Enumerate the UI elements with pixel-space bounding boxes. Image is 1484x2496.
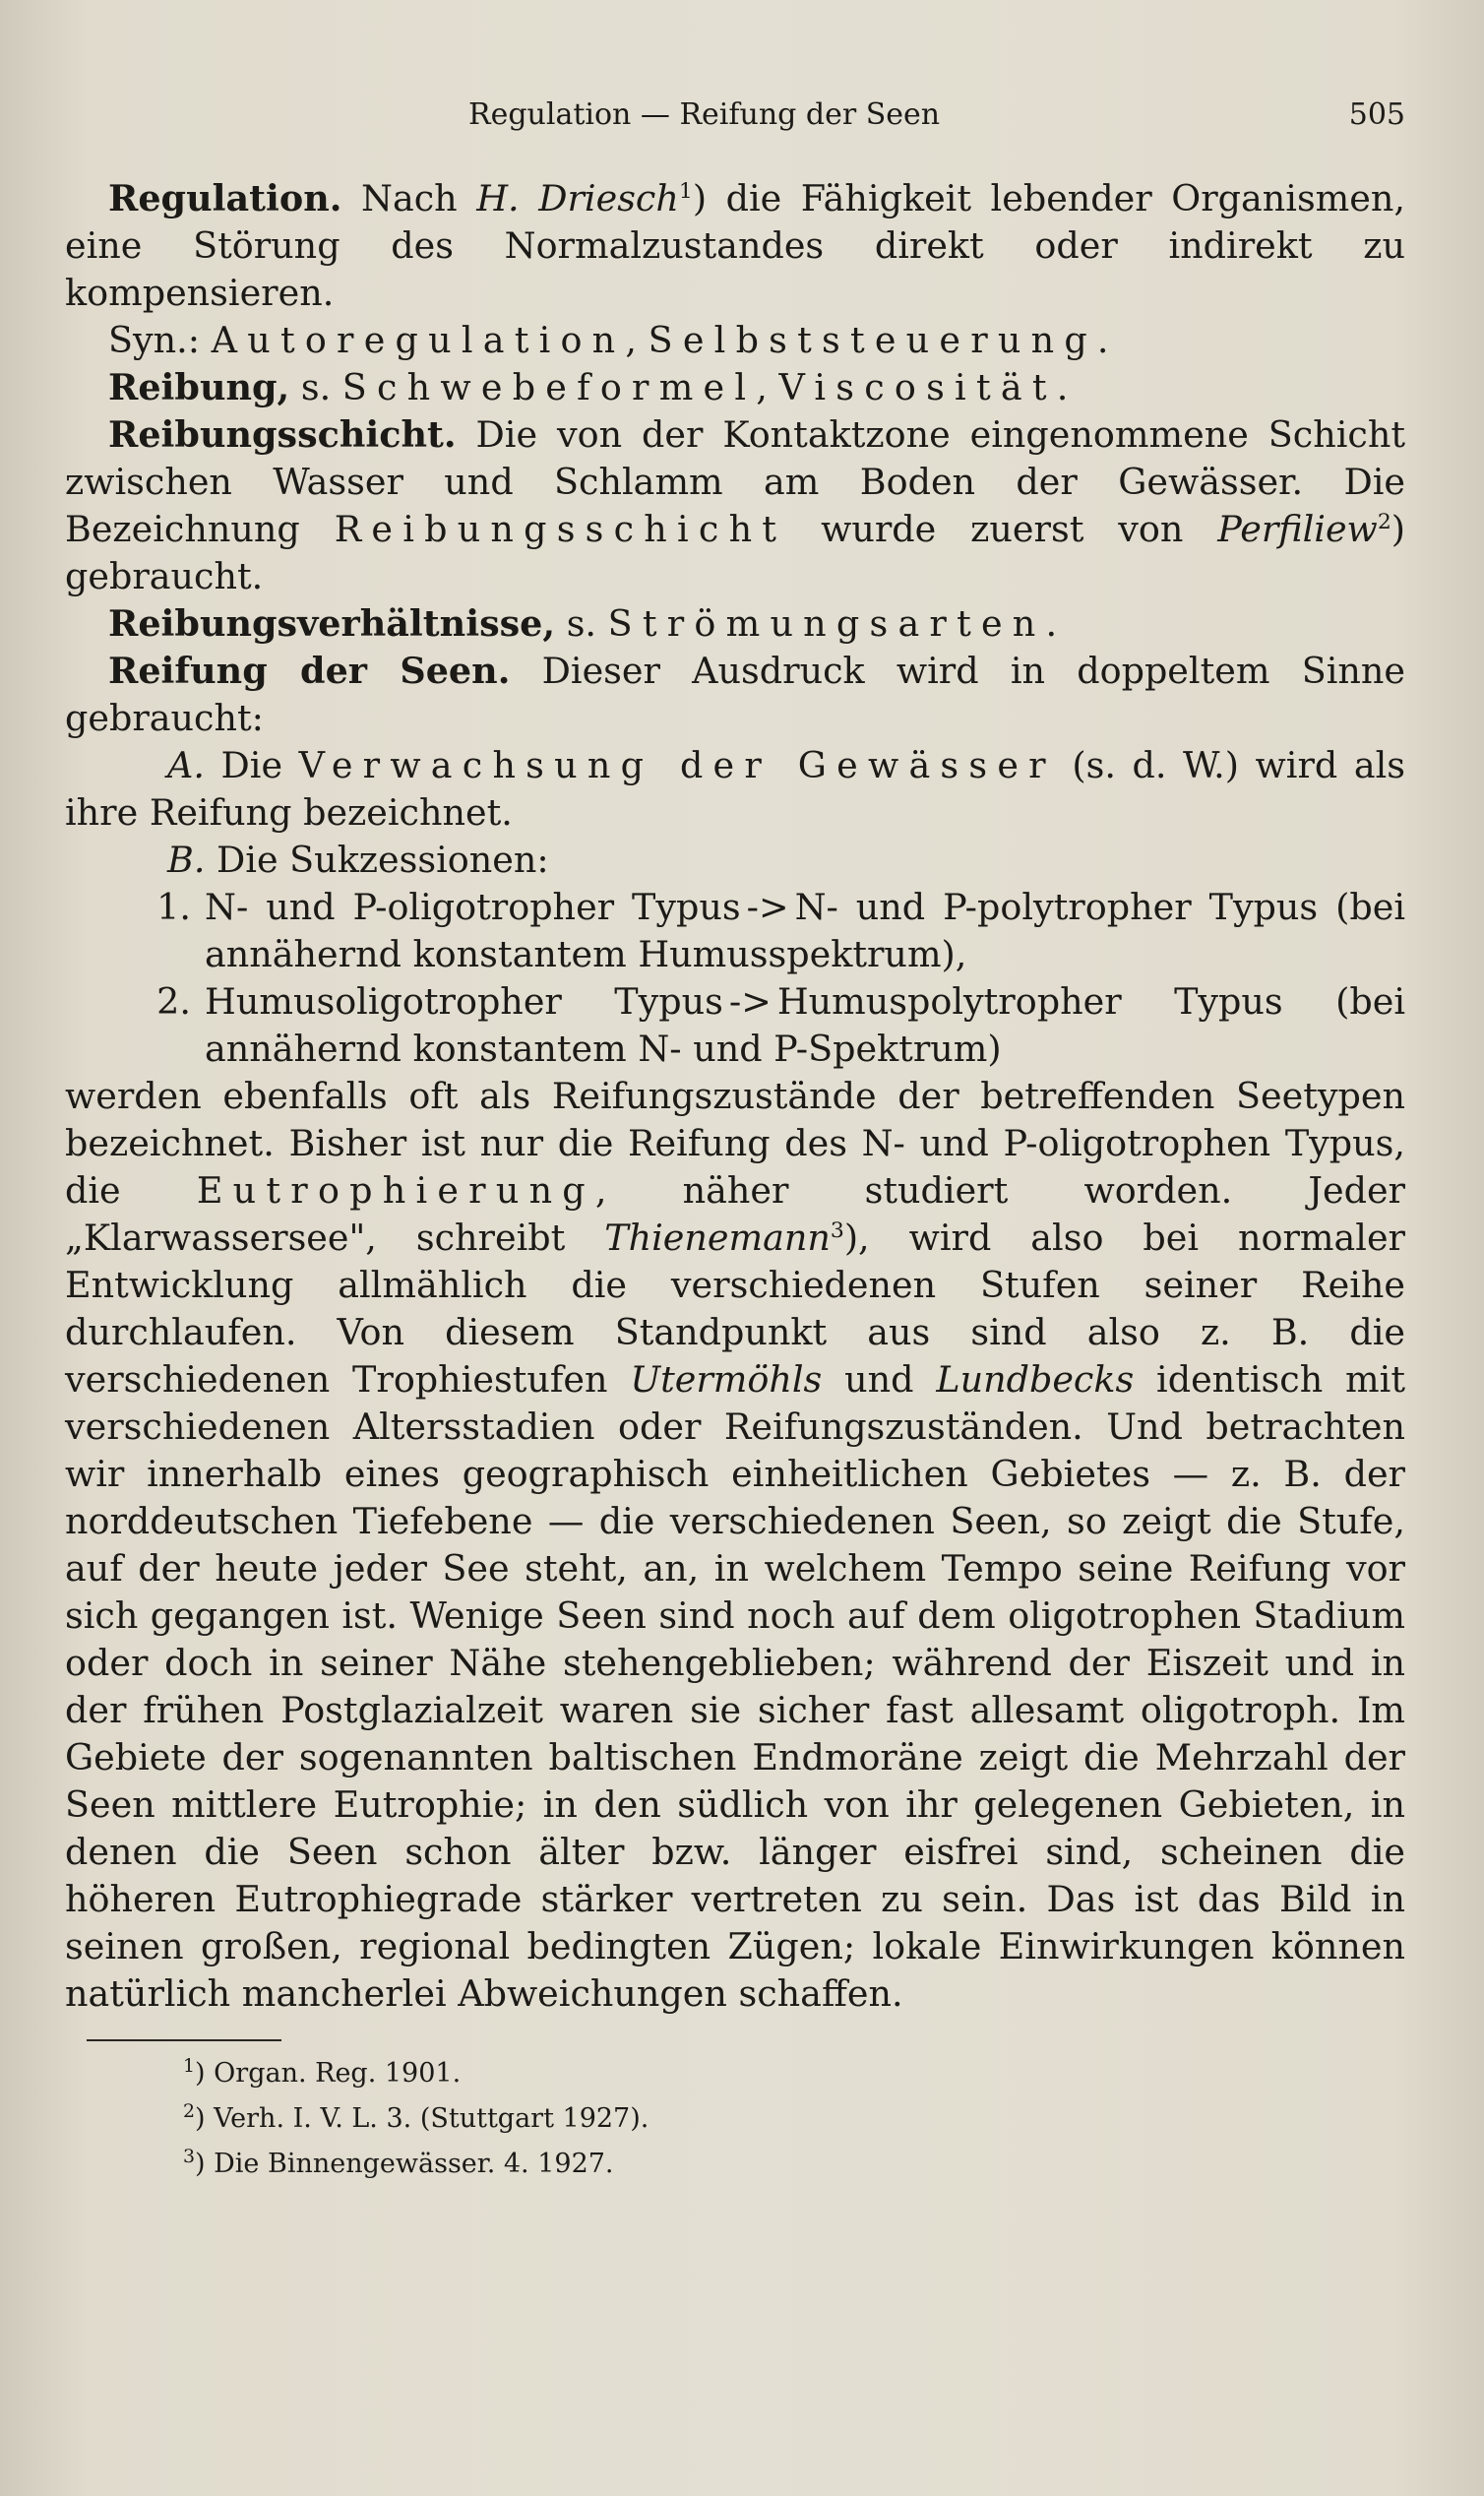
list-text xyxy=(205,978,1405,1073)
footnote xyxy=(65,2051,1405,2096)
footnote xyxy=(65,2142,1405,2187)
punctuation: . xyxy=(1056,366,1069,408)
synonym-label: Syn.: xyxy=(108,319,212,361)
punctuation: . xyxy=(1096,319,1109,361)
entry-text: ) die Fähigkeit lebender Organismen, eine Störung des Normalzustandes direkt oder indirekt zu kompensieren. xyxy=(65,177,1406,314)
entry-reibung xyxy=(65,364,1405,411)
running-title: Regulation — Reifung der Seen xyxy=(468,97,941,132)
footnote-number: 2 xyxy=(183,2100,196,2122)
entry-reibungsverhaeltnisse xyxy=(65,600,1405,648)
entry-reifung xyxy=(65,648,1405,742)
entry-text: (s. d. W.) wird als ihre Reifung bezeichnet. xyxy=(65,744,1406,834)
emphasized-term: Eutrophierung xyxy=(196,1169,595,1212)
arrow-icon: -> xyxy=(746,886,789,928)
entry-text: werden ebenfalls oft als Reifungszustände der betreffenden Seetypen bezeichnet. Bisher ist nur die Reifung des N- und P-oligotrophen Typus, die xyxy=(65,1075,1405,1212)
entry-regulation-synonyms xyxy=(65,317,1405,364)
list-number: 2. xyxy=(156,980,191,1023)
entry-text: Dieser Ausdruck wird in doppeltem Sinne gebraucht: xyxy=(65,650,1405,739)
entry-text: Die xyxy=(204,744,299,786)
section-label-b: B. xyxy=(167,839,206,881)
list-text-right: N- und P-polytropher Typus (bei annähernd konstantem Humusspektrum), xyxy=(205,886,1405,975)
body-text xyxy=(65,175,1405,2018)
footnote-marker: 2 xyxy=(1377,509,1391,534)
entry-term: Regulation. xyxy=(108,177,342,219)
entry-term: Reibung, xyxy=(108,366,290,408)
cross-reference: Viscosität xyxy=(778,366,1057,408)
entry-text: ), wird also bei normaler Entwicklung allmählich die verschiedenen Stufen seiner Reihe durchlaufen. Von diesem Standpunkt aus sind also z. B. die verschiedenen Trophiestufen xyxy=(65,1217,1405,1401)
author-name: Thienemann xyxy=(604,1217,831,1259)
see-reference: s. xyxy=(289,366,342,408)
author-name: Perfiliew xyxy=(1217,508,1378,550)
footnote-text: ) Die Binnengewässer. 4. 1927. xyxy=(195,2149,614,2179)
entry-text: Die von der Kontaktzone eingenommene Schicht zwischen Wasser und Schlamm am Boden der Gewässer. Die Bezeichnung xyxy=(65,413,1405,550)
list-item xyxy=(65,884,1405,978)
list-text xyxy=(205,884,1405,978)
footnote-number: 3 xyxy=(183,2146,196,2167)
list-text-left: Humusoligotropher Typus xyxy=(205,980,723,1023)
author-name: Lundbecks xyxy=(936,1358,1135,1401)
entry-text: identisch mit verschiedenen Altersstadien oder Reifungszuständen. Und betrachten wir innerhalb eines geographisch einheitlichen Gebietes — z. B. der norddeutschen Tiefebene — die verschiedenen Seen, so zeigt die Stufe, auf der heute jeder See steht, an, in welchem Tempo seine Reifung vor sich gegangen ist. Wenige Seen sind noch auf dem oligotrophen Stadium oder doch in seiner Nähe stehengeblieben; während der Eiszeit und in der frühen Postglazialzeit waren sie sicher fast allesamt oligotroph. Im Gebiete der sogenannten baltischen Endmoräne zeigt die Mehrzahl der Seen mittlere Eutrophie; in den südlich von ihr gelegenen Gebieten, in denen die Seen schon älter bzw. länger eisfrei sind, scheinen die höheren Eutrophiegrade stärker vertreten zu sein. Das ist das Bild in seinen großen, regional bedingten Zügen; lokale Einwirkungen können natürlich mancherlei Abweichungen schaffen. xyxy=(65,1358,1405,2015)
entry-text: und xyxy=(822,1358,937,1401)
footnote-text: ) Verh. I. V. L. 3. (Stuttgart 1927). xyxy=(195,2103,649,2134)
entry-reifung-continued xyxy=(65,1073,1405,2018)
cross-reference: Schwebeformel xyxy=(341,366,757,408)
list-item xyxy=(65,978,1405,1073)
cross-reference: Strömungsarten xyxy=(607,602,1046,645)
list-text-right: Humuspolytropher Typus (bei annähernd konstantem N- und P-Spektrum) xyxy=(205,980,1405,1070)
separator: , xyxy=(756,366,779,408)
section-label-a: A. xyxy=(167,744,205,786)
running-head xyxy=(65,91,1405,140)
footnote-number: 1 xyxy=(183,2055,196,2077)
footnote-divider xyxy=(87,2039,281,2041)
entry-term: Reibungsschicht. xyxy=(108,413,457,456)
entry-reifung-b xyxy=(65,837,1405,884)
footnote-marker: 1 xyxy=(678,178,693,204)
footnote-text: ) Organ. Reg. 1901. xyxy=(195,2058,462,2089)
separator: , xyxy=(625,319,649,361)
entry-text: Nach xyxy=(341,177,477,219)
synonym-term: Autoregulation xyxy=(211,319,626,361)
entry-text: ) gebraucht. xyxy=(65,508,1405,597)
entry-regulation xyxy=(65,175,1405,317)
footnote xyxy=(65,2096,1405,2142)
page-number: 505 xyxy=(1348,97,1405,132)
entry-reibungsschicht xyxy=(65,411,1405,600)
entry-text: wurde zuerst von xyxy=(786,508,1218,550)
entry-term: Reibungsverhältnisse, xyxy=(108,602,556,645)
emphasized-term: Reibungsschicht xyxy=(334,508,787,550)
author-name: H. Driesch xyxy=(476,177,679,219)
emphasized-term: Verwachsung der Gewässer xyxy=(298,744,1056,786)
synonym-term: Selbststeuerung xyxy=(648,319,1097,361)
entry-text: Die Sukzessionen: xyxy=(205,839,549,881)
footnote-marker: 3 xyxy=(830,1217,844,1243)
author-name: Utermöhls xyxy=(630,1358,823,1401)
footnotes xyxy=(65,2051,1405,2187)
entry-term: Reifung der Seen. xyxy=(108,650,511,692)
entry-reifung-a xyxy=(65,742,1405,837)
arrow-icon: -> xyxy=(728,980,772,1023)
list-number: 1. xyxy=(156,886,191,928)
punctuation: . xyxy=(1045,602,1058,645)
see-reference: s. xyxy=(555,602,608,645)
entry-text: , näher studiert worden. Jeder „Klarwassersee", schreibt xyxy=(65,1169,1406,1259)
list-text-left: N- und P-oligotropher Typus xyxy=(205,886,741,928)
